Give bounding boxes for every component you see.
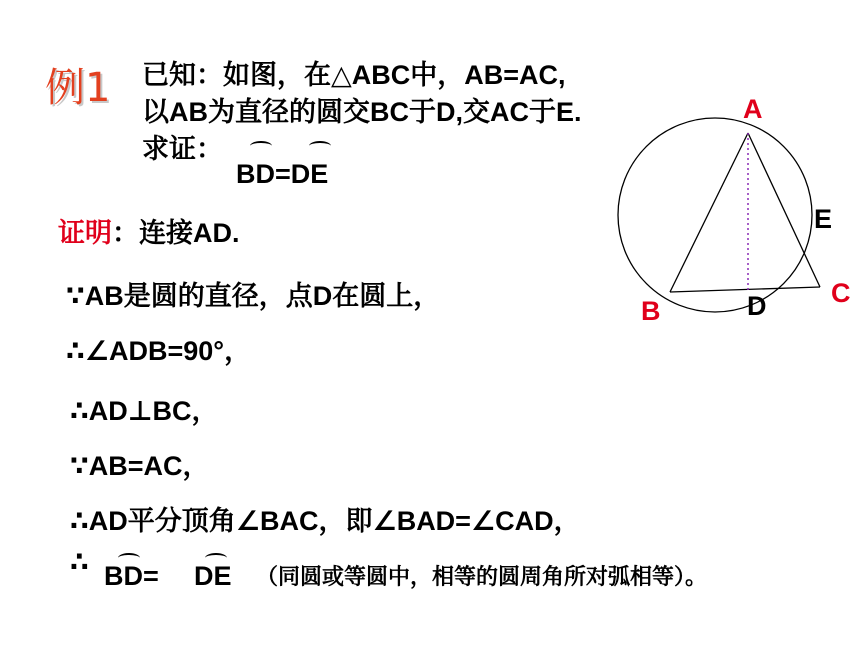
- claim-text: BD=DE: [236, 159, 329, 189]
- proof-heading-label: 证明: [58, 218, 112, 248]
- proof-step-4: ∵AB=AC，: [70, 451, 210, 481]
- problem-line-3-prefix: 求证：: [142, 134, 223, 164]
- proof-step-1: ∵AB是圆的直径，点D在圆上，: [66, 281, 441, 311]
- segment-ac: [748, 133, 820, 287]
- segment-ab: [670, 133, 748, 292]
- label-c: C: [831, 278, 851, 308]
- arc-de-mark: [309, 141, 331, 151]
- label-e: E: [814, 204, 833, 234]
- conclusion-right: DE: [194, 561, 232, 591]
- label-a: A: [743, 94, 763, 124]
- problem-line-2: 以AB为直径的圆交BC于D,交AC于E.: [142, 97, 582, 127]
- proof-step-3: ∴AD⊥BC，: [70, 396, 219, 426]
- arc-bd-mark: [250, 141, 272, 151]
- segment-bc: [670, 287, 820, 292]
- proof-heading-rest: ：连接AD.: [112, 218, 240, 248]
- circle: [618, 118, 812, 312]
- proof-step-5: ∴AD平分顶角∠BAC，即∠BAD=∠CAD，: [70, 506, 581, 536]
- proof-heading: [58, 218, 240, 249]
- label-b: B: [641, 296, 661, 325]
- conclusion-symbol: ∴: [70, 547, 89, 577]
- proof-step-2: ∴∠ADB=90°，: [66, 336, 252, 366]
- conclusion-reason: （同圆或等圆中，相等的圆周角所对弧相等）。: [256, 564, 708, 589]
- label-d: D: [747, 291, 767, 321]
- example-label: 例1: [45, 65, 111, 111]
- geometry-figure: [600, 85, 855, 325]
- conclusion-left: BD=: [104, 561, 159, 591]
- problem-line-1: 已知：如图，在△ABC中，AB=AC,: [142, 60, 566, 90]
